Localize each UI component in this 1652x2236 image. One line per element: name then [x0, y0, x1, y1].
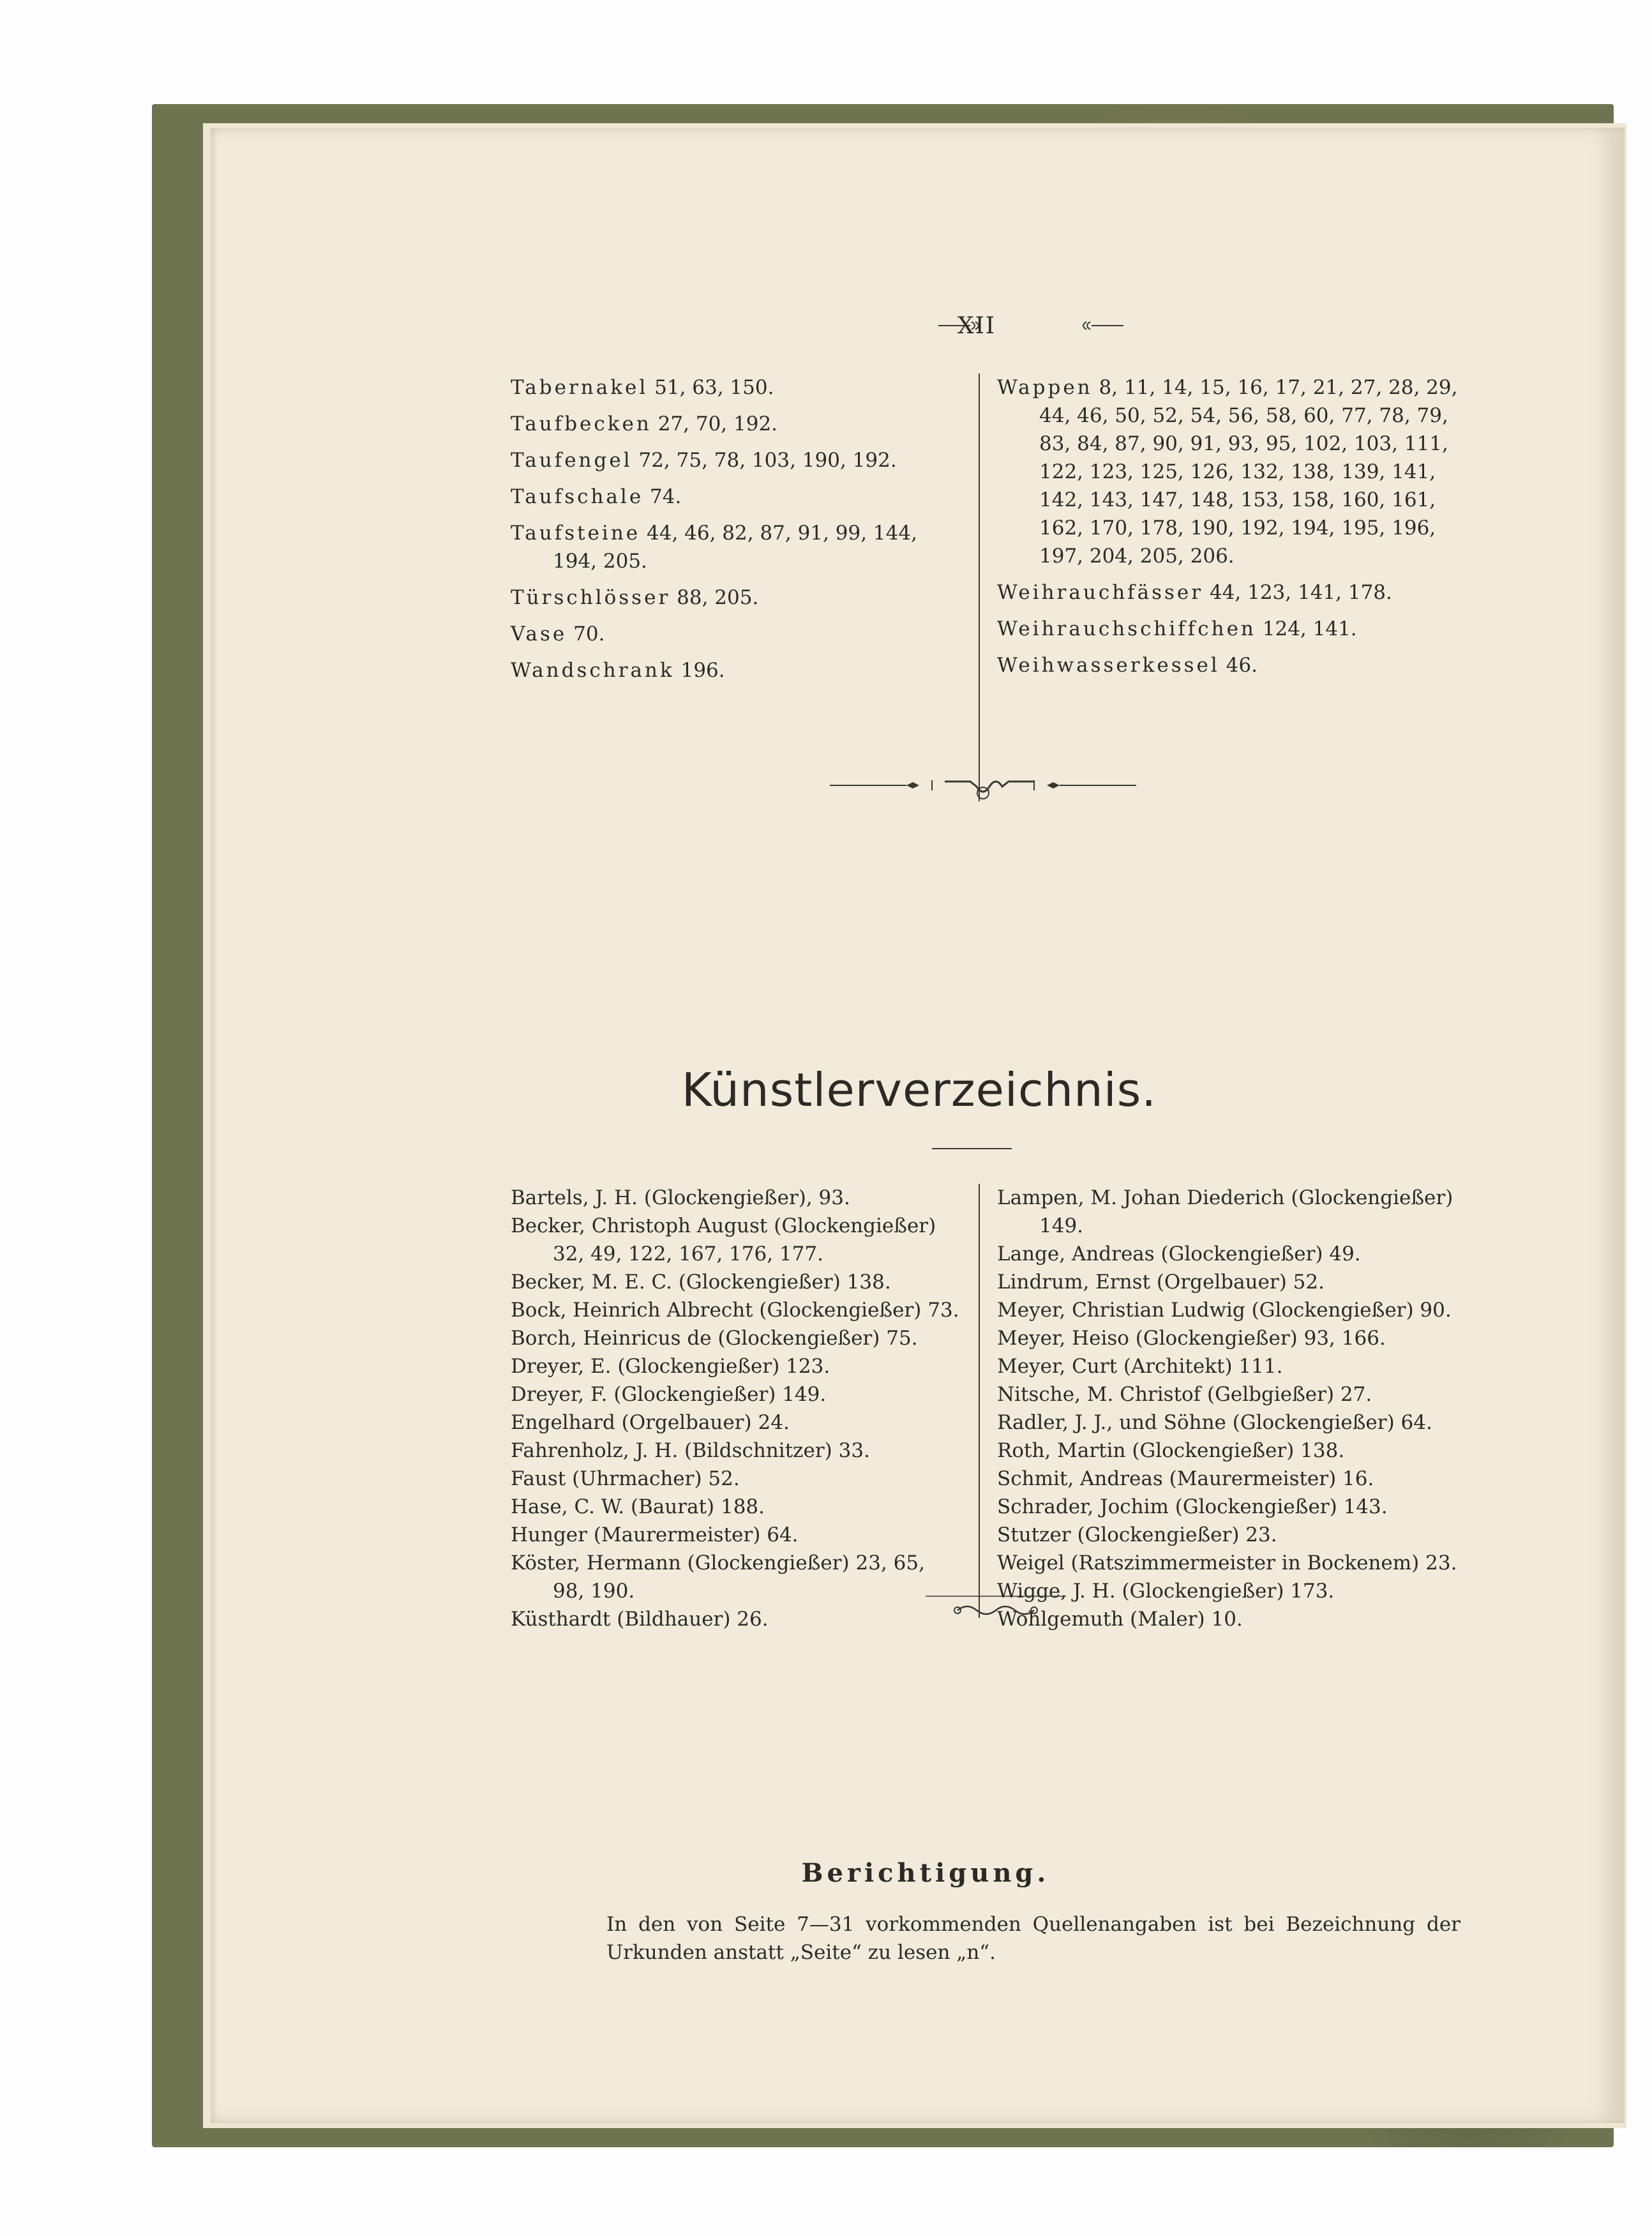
- artist-entry: Borch, Heinricus de (Glockengießer) 75.: [511, 1327, 918, 1350]
- correction-heading: Berichtigung.: [801, 1858, 1050, 1888]
- index-entry: Taufschale 74.: [511, 485, 682, 508]
- correction-text: In den von Seite 7—31 vorkommenden Quellenangaben ist bei Bezeichnung der Urkunden anstatt „Seite“ zu lesen „n“.: [606, 1913, 1461, 1964]
- correction-paragraph: [511, 1910, 1461, 1967]
- artists-right-column: [997, 1184, 1469, 1633]
- artist-entry: Hunger (Maurermeister) 64.: [511, 1523, 799, 1546]
- artist-entry: Bartels, J. H. (Glockengießer), 93.: [511, 1186, 850, 1209]
- artist-entry: Dreyer, E. (Glockengießer) 123.: [511, 1355, 830, 1378]
- index-entry: Tabernakel 51, 63, 150.: [511, 376, 774, 399]
- artist-entry: Engelhard (Orgelbauer) 24.: [511, 1411, 790, 1434]
- index-right-column: [997, 374, 1463, 688]
- artist-entry: Lampen, M. Johan Diederich (Glockengießer) 149.: [997, 1186, 1453, 1237]
- index-entry: Wandschrank 196.: [511, 659, 725, 682]
- index-left-column: [511, 374, 957, 693]
- artist-entry: Wigge, J. H. (Glockengießer) 173.: [997, 1580, 1335, 1603]
- column-divider: [979, 374, 980, 801]
- index-entry: Vase 70.: [511, 623, 605, 646]
- index-entry: Taufbecken 27, 70, 192.: [511, 412, 778, 435]
- index-entry: Türschlösser 88, 205.: [511, 586, 759, 609]
- index-entry: Wappen 8, 11, 14, 15, 16, 17, 21, 27, 28, 29, 44, 46, 50, 52, 54, 56, 58, 60, 77, 78, 79, 83, 84, 87, 90, 91, 93, 95, 102, 103, 111, 122, 123, 125, 126, 132, 138, 139, 141, 142, 143, 147, 148, 153, 158, 160, 161, 162, 170, 178, 190, 192, 194, 195, 196, 197, 204, 205, 206.: [997, 376, 1458, 568]
- artist-entry: Weigel (Ratszimmermeister in Bockenem) 23.: [997, 1552, 1457, 1575]
- artist-entry: Dreyer, F. (Glockengießer) 149.: [511, 1383, 827, 1406]
- decorative-divider-ornament: [830, 766, 1136, 817]
- artist-entry: Küsthardt (Bildhauer) 26.: [511, 1608, 769, 1631]
- artists-left-column: [511, 1184, 963, 1633]
- artist-entry: Stutzer (Glockengießer) 23.: [997, 1523, 1277, 1546]
- page-number: XII: [957, 313, 996, 339]
- artist-entry: Fahrenholz, J. H. (Bildschnitzer) 33.: [511, 1439, 870, 1462]
- artist-entry: Schrader, Jochim (Glockengießer) 143.: [997, 1495, 1388, 1518]
- book-page: [211, 128, 1625, 2123]
- section-title: Künstlerverzeichnis.: [681, 1063, 1157, 1117]
- artist-entry: Radler, J. J., und Söhne (Glockengießer) 64.: [997, 1411, 1432, 1434]
- artist-entry: Meyer, Curt (Architekt) 111.: [997, 1355, 1283, 1378]
- artist-entry: Lindrum, Ernst (Orgelbauer) 52.: [997, 1271, 1325, 1294]
- artist-entry: Köster, Hermann (Glockengießer) 23, 65, 98, 190.: [511, 1552, 925, 1603]
- index-entry: Weihrauchschiffchen 124, 141.: [997, 617, 1357, 640]
- artist-entry: Meyer, Christian Ludwig (Glockengießer) 90.: [997, 1299, 1452, 1322]
- artist-entry: Nitsche, M. Christof (Gelbgießer) 27.: [997, 1383, 1372, 1406]
- index-entry: Weihrauchfässer 44, 123, 141, 178.: [997, 581, 1392, 604]
- end-ornament: [919, 1590, 1072, 1628]
- index-entry: Taufengel 72, 75, 78, 103, 190, 192.: [511, 449, 897, 472]
- column-divider: [979, 1184, 980, 1618]
- artist-entry: Wohlgemuth (Maler) 10.: [997, 1608, 1243, 1631]
- artist-entry: Lange, Andreas (Glockengießer) 49.: [997, 1243, 1361, 1265]
- artist-entry: Meyer, Heiso (Glockengießer) 93, 166.: [997, 1327, 1386, 1350]
- artist-entry: Hase, C. W. (Baurat) 188.: [511, 1495, 765, 1518]
- index-entry: Taufsteine 44, 46, 82, 87, 91, 99, 144, 194, 205.: [511, 522, 917, 573]
- title-underline: [932, 1148, 1012, 1149]
- artist-entry: Becker, M. E. C. (Glockengießer) 138.: [511, 1271, 891, 1294]
- artist-entry: Bock, Heinrich Albrecht (Glockengießer) 73.: [511, 1299, 959, 1322]
- artist-entry: Becker, Christoph August (Glockengießer) 32, 49, 122, 167, 176, 177.: [511, 1214, 936, 1265]
- artist-entry: Schmit, Andreas (Maurermeister) 16.: [997, 1467, 1374, 1490]
- index-entry: Weihwasserkessel 46.: [997, 654, 1258, 677]
- artist-entry: Roth, Martin (Glockengießer) 138.: [997, 1439, 1345, 1462]
- artist-entry: Faust (Uhrmacher) 52.: [511, 1467, 740, 1490]
